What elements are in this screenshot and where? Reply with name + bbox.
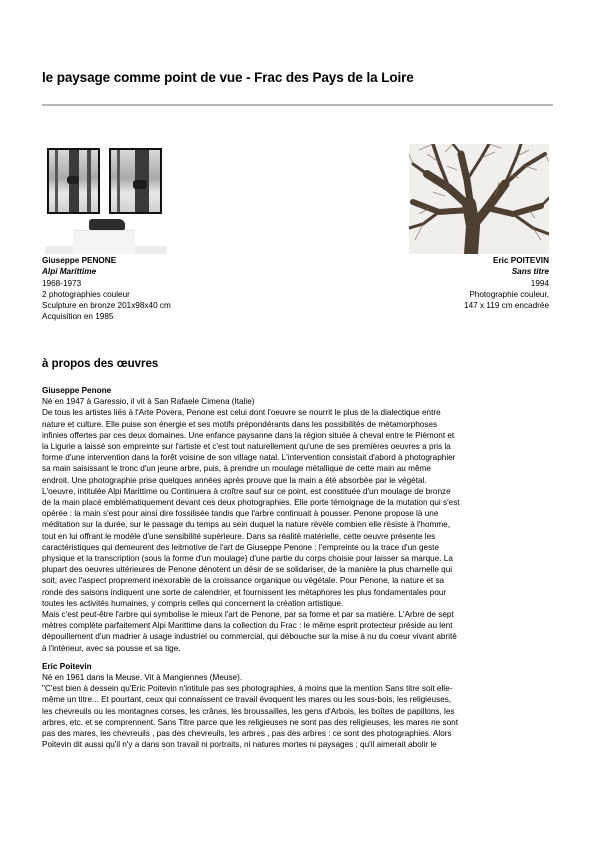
text-line: même un titre... Et pourtant, ceux qui connaissent ce travail évoquent les mares ou les sous-bois, les religieuses, [42,695,452,705]
text-line: la Ligurie a laissé son empreinte sur l'artiste et c'est tout naturellement qu'une de ses premières oeuvres a pris la [42,442,451,452]
text-line: toutes les activités humaines, y compris celles qui concernent la création artistique. [42,598,344,608]
text-line: L'oeuvre, intitulée Alpi Marittime ou Continuera à croître sauf sur ce point, est constituée d'un moulage de bronze [42,486,451,496]
text-line: infinies offertes par ces deux domaines. Une enfance paysanne dans la région située à cheval entre le Piémont et [42,430,455,440]
artist-name: Giuseppe PENONE [42,256,117,265]
artist-heading: Giuseppe Penone [42,386,112,395]
title-divider [42,104,553,106]
text-line: nature et culture. Elle puise son énergie et ses motifs prépondérants dans les possibilités de métamorphoses [42,419,438,429]
text-line: forme d'une intervention dans la forêt voisine de son village natal. L'intervention consistait d'abord à photographier [42,453,456,463]
text-line: opérée : la main s'est pour ainsi dire fossilisée tandis que l'arbre continuait à pousser. Penone propose là une [42,509,439,519]
text-line: dépouillement d'un madrier à usage industriel ou commercial, qui débouche sur la mise à nu du coeur vivant abrité [42,632,457,642]
text-line: pas des mares, les chevreuils , pas des chevreuils, les arbres , pas des arbres : ce sont des photographies. Alors [42,729,452,739]
penone-text-block [42,385,557,654]
text-line: physique et la transcription (sous la forme d'un moulage) d'une partie du corps choisie pour laisser sa marque. La [42,554,453,564]
text-line: de la main placé emblématiquement devant ces deux photographies. Elle porte témoignage de la mutation qui s'est [42,498,460,508]
photo-frame-right [109,148,162,214]
penone-caption [42,255,171,323]
text-line: arbres, etc. et se comprennent. Sans Titre parce que les religieuses ne sont pas des religieuses, les mares ne sont [42,717,458,727]
text-line: soit, avec l'aspect proprement inexorable de la croissance organique ou végétale. Pour Penone, la nature et sa [42,576,445,586]
text-line: De tous les artistes liés à l'Arte Povera, Penone est celui dont l'oeuvre se nourrit le plus de la dialectique entre [42,408,441,418]
artwork-title: Sans titre [511,267,549,277]
text-line: caractéristiques qui demeurent des leitmotive de l'art de Giuseppe Penone : l'empreinte ou la trace d'un geste [42,542,440,552]
artwork-dimensions: Sculpture en bronze 201x98x40 cm [42,301,171,311]
text-line: Mais c'est peut-être l'arbre qui symbolise le mieux l'art de Penone, par sa forme et par sa matière. L'Arbre de sept [42,610,454,620]
artwork-acquisition: Acquisition en 1985 [42,312,114,322]
text-line: Né en 1961 dans la Meuse. Vit à Mangiennes (Meuse). [42,673,243,683]
page-title: le paysage comme point de vue - Frac des Pays de la Loire [42,70,414,85]
text-line: endroit. Une photographie prise quelques années après prouve que la main a été absorbée par le végétal. [42,475,427,485]
artist-name: Eric POITEVIN [493,256,549,265]
artwork-date: 1968-1973 [42,278,82,288]
text-line: sa main saisissant le tronc d'un jeune arbre, puis, à prendre un moulage métallique de cette main au même [42,464,431,474]
section-heading: à propos des œuvres [42,358,159,370]
artwork-medium: 2 photographies couleur [42,289,130,299]
artist-heading: Eric Poitevin [42,661,92,671]
text-line: plupart des oeuvres ultérieures de Penone dénotent un désir de se solidariser, de la manière la plus charnelle qui [42,565,453,575]
poitevin-caption [464,255,549,311]
about-works-text [42,385,557,758]
text-line: à l'intérieur, avec sa pousse et sa tige. [42,643,181,653]
artwork-medium: Photographie couleur, [469,289,549,299]
bronze-hand-sculpture [89,219,125,230]
text-line: "C'est bien à dessein qu'Eric Poitevin n'intitule pas ses photographies, à moins que la mention Sans titre soit elle- [42,684,453,694]
text-line: ronde des saisons indiquent une sorte de calendrier, et fournissent les métaphores les plus fondamentales pour [42,587,447,597]
text-line: tout en lui offrant le modèle d'une sensibilité supérieure. Dans sa réalité matérielle, cette oeuvre présente les [42,531,436,541]
text-line: Poitevin dit aussi qu'il n'y a dans son travail ni portraits, ni natures mortes ni paysages ; qu'il aimerait abolir le [42,740,437,750]
text-line: méditation sur la durée, sur le passage du temps au sein duquel la nature révèle combien elle résiste à l'homme, [42,520,450,530]
text-line: mètres complète parfaitement Alpi Marittime dans la collection du Frac : le même esprit protecteur préside au lent [42,621,453,631]
pedestal [73,230,135,254]
text-line: les chevreuils ou les montagnes corses, les crânes, les broussailles, les gens d'Arbois, les boîtes de papillons, les [42,706,455,716]
text-line: Né en 1947 à Garessio, il vit à San Rafaele Cimena (Italie) [42,397,255,407]
poitevin-text-block [42,661,557,751]
photo-frame-left [47,148,100,214]
artwork-date: 1994 [530,278,549,288]
poitevin-tree-photo [409,144,549,254]
artwork-title: Alpi Marittime [42,267,97,277]
penone-artwork-photo [45,146,167,254]
artwork-dimensions: 147 x 119 cm encadrée [464,301,549,311]
